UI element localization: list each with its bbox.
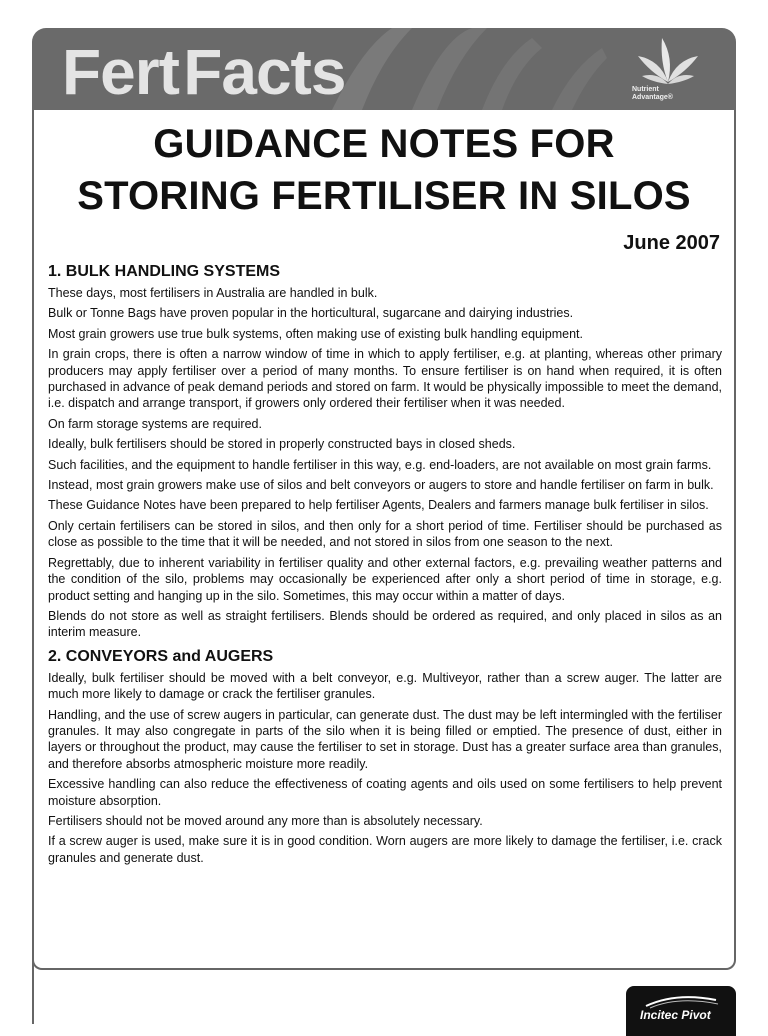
paragraph: Most grain growers use true bulk systems, often making use of existing bulk handling equipment. <box>48 326 583 341</box>
paragraph: Only certain fertilisers can be stored in silos, and then only for a short period of time. Fertiliser should be purchased as close as possible to the time that it will be needed, and not stored in silos from one season to the next. <box>48 518 722 550</box>
paragraph: If a screw auger is used, make sure it is in good condition. Worn augers are more likely to damage the fertiliser, i.e. crack granules and generate dust. <box>48 834 722 865</box>
frame-left-extension <box>32 960 34 1024</box>
brand-title <box>62 36 345 108</box>
paragraph: Excessive handling can also reduce the effectiveness of coating agents and oils used on some fertilisers to help prevent moisture absorption. <box>48 777 722 808</box>
paragraph: Regrettably, due to inherent variability in fertiliser quality and other external factors, e.g. prevailing weather patterns and the condition of the silo, problems may occasionally be experienced after only a short period of time in storage, e.g. product setting and hanging up in the silo. Sometimes, this may occur within a matter of days. <box>48 555 722 603</box>
logo-line2: Advantage® <box>632 94 673 101</box>
title-line2: STORING FERTILISER IN SILOS <box>77 174 691 218</box>
section-heading-1: 1. BULK HANDLING SYSTEMS <box>48 263 281 280</box>
paragraph: In grain crops, there is often a narrow window of time in which to apply fertiliser, e.g. at planting, whereas other primary producers may apply fertiliser over a period of many months. To ensure fertiliser is on hand when required, it is often purchased in advance of peak demand periods and stored on farm. It would be physically impossible to meet the demand, i.e. dispatch and arrange transport, if growers only ordered their fertiliser when it was needed. <box>48 347 723 411</box>
swoosh-icon <box>636 990 726 1010</box>
document-body <box>48 262 722 870</box>
paragraph: Ideally, bulk fertiliser should be moved with a belt conveyor, e.g. Multiveyor, rather than a screw auger. The latter are much more likely to damage or crack the fertiliser granules. <box>48 670 722 702</box>
paragraph: Instead, most grain growers make use of silos and belt conveyors or augers to store and handle fertiliser on farm in bulk. <box>48 478 714 493</box>
paragraph: Handling, and the use of screw augers in particular, can generate dust. The dust may be left intermingled with the fertiliser granules. It may also congregate in parts of the silo when it is being filled or emptied. The presence of dust, either in layers or throughout the product, may cause the fertiliser to set in storage. Dust has a greater surface area than granules, and therefore absorbs atmospheric moisture more readily. <box>48 707 722 771</box>
paragraph: Such facilities, and the equipment to handle fertiliser in this way, e.g. end-loaders, are not available on most grain farms. <box>48 457 712 472</box>
section-heading-2: 2. CONVEYORS and AUGERS <box>48 647 274 665</box>
logo-caption <box>632 86 673 102</box>
paragraph: Fertilisers should not be moved around any more than is absolutely necessary. <box>48 813 483 828</box>
brand-part1: Fert <box>62 36 179 108</box>
paragraph: On farm storage systems are required. <box>48 416 262 431</box>
paragraph: Ideally, bulk fertilisers should be stored in properly constructed bays in closed sheds. <box>48 437 516 452</box>
page-title <box>40 118 728 222</box>
brand-part2: Facts <box>183 36 346 108</box>
logo-line1: Nutrient <box>632 86 659 93</box>
header-banner <box>32 28 736 110</box>
paragraph: Blends do not store as well as straight fertilisers. Blends should be ordered as required, and only placed in silos as an interim measure. <box>48 608 722 640</box>
paragraph: Bulk or Tonne Bags have proven popular in the horticultural, sugarcane and dairying industries. <box>48 306 574 321</box>
title-line1: GUIDANCE NOTES FOR <box>153 122 615 166</box>
footer-logo-text: Incitec Pivot <box>640 1008 711 1022</box>
paragraph: These days, most fertilisers in Australia are handled in bulk. <box>48 286 378 300</box>
publication-date: June 2007 <box>623 232 720 254</box>
incitec-pivot-logo <box>626 986 736 1036</box>
paragraph: These Guidance Notes have been prepared to help fertiliser Agents, Dealers and farmers manage bulk fertiliser in silos. <box>48 498 709 513</box>
